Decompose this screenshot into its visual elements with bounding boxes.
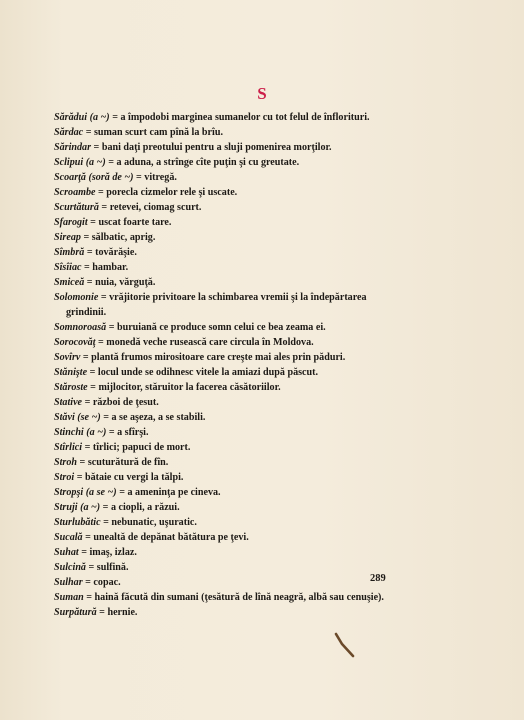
entry-definition: = bătaie cu vergi la tălpi. [74,472,184,483]
glossary-entry [54,110,390,125]
entry-term: Stative [54,397,83,408]
entry-definition: = hernie. [96,607,138,618]
entry-definition: = a ameninţa pe cineva. [116,487,221,498]
glossary-entry [54,455,390,470]
entry-term: Scoarţă (soră de ~) [54,172,134,183]
entry-definition: = sulfină. [85,562,129,573]
glossary-entry [54,245,390,260]
entry-definition: = război de ţesut. [82,397,159,408]
glossary-entry [54,530,390,545]
entry-definition: = porecla cizmelor rele şi uscate. [95,187,238,198]
entry-term: Stăniştе [54,367,88,378]
glossary-entry [54,200,390,215]
entry-term: Struji (a ~) [54,502,101,513]
entry-definition: = plantă frumos mirositoare care creşte mai ales prin păduri. [80,352,346,363]
entry-definition: = suman scurt cam pînă la brîu. [83,127,223,138]
entry-term: Stroh [54,457,78,468]
glossary-entry [54,410,390,425]
entry-definition: = a sfîrşi. [106,427,149,438]
entry-term: Stăvi (se ~) [54,412,101,423]
glossary-entry [54,515,390,530]
entry-term: Scurtătură [54,202,99,213]
entry-term: Solomonie [54,292,99,303]
pencil-mark [334,632,356,658]
glossary-entry [54,185,390,200]
entry-definition: = haină făcută din sumani (ţesătură de lînă neagră, albă sau cenuşie). [83,592,384,603]
entry-term: Sulhar [54,577,83,588]
glossary-entry [54,380,390,395]
entry-term: Surpătură [54,607,97,618]
glossary-entry [54,140,390,155]
glossary-entry [54,575,390,590]
entry-definition: = a se aşeza, a se stabili. [100,412,206,423]
glossary-entry [54,440,390,455]
entry-definition: = imaş, izlaz. [78,547,137,558]
entry-definition: = retevei, ciomag scurt. [98,202,202,213]
entry-definition: = a ciopli, a răzui. [100,502,180,513]
glossary-list [54,110,390,620]
entry-definition: = bani daţi preotului pentru a sluji pomenirea morţilor. [91,142,332,153]
entry-definition: = mijlocitor, stăruitor la facerea căsătoriilor. [87,382,281,393]
entry-term: Sireap [54,232,81,243]
entry-term: Sulcină [54,562,86,573]
page-number: 289 [370,573,386,584]
glossary-entry [54,275,390,290]
entry-term: Suman [54,592,84,603]
entry-term: Sorocovăţ [54,337,96,348]
entry-term: Stăroste [54,382,88,393]
entry-term: Sfarogit [54,217,88,228]
entry-definition: = copac. [82,577,121,588]
entry-definition: = a aduna, a strînge cîte puţin şi cu greutate. [105,157,300,168]
entry-definition: = hambar. [81,262,129,273]
entry-term: Sucală [54,532,83,543]
entry-definition: = locul unde se odihnesc vitele la amiazi după păscut. [87,367,319,378]
glossary-entry [54,470,390,485]
entry-term: Sclipui (a ~) [54,157,106,168]
entry-term: Stropşi (a se ~) [54,487,117,498]
entry-definition: = vitregă. [133,172,177,183]
glossary-entry [54,215,390,230]
entry-term: Sovîrv [54,352,81,363]
entry-term: Stîrlici [54,442,83,453]
entry-definition: = tîrlici; papuci de mort. [82,442,191,453]
entry-definition: = monedă veche rusească care circula în Moldova. [95,337,314,348]
glossary-entry [54,485,390,500]
entry-term: Scroambe [54,187,96,198]
glossary-entry [54,365,390,380]
entry-term: Sărindar [54,142,92,153]
entry-term: Sîsîiac [54,262,82,273]
glossary-entry [54,170,390,185]
entry-definition: = nebunatic, uşuratic. [100,517,197,528]
entry-definition: = vrăjitorie privitoare la schimbarea vremii şi la îndepărtarea grindinii. [66,292,367,318]
entry-definition: = uscat foarte tare. [87,217,172,228]
entry-term: Sărădui (a ~) [54,112,110,123]
entry-definition: = nuia, vărguţă. [84,277,156,288]
entry-term: Stroi [54,472,75,483]
glossary-entry [54,335,390,350]
entry-definition: = sălbatic, aprig. [80,232,156,243]
glossary-entry [54,425,390,440]
section-letter: S [257,84,267,103]
entry-term: Suhat [54,547,79,558]
entry-term: Somnoroasă [54,322,107,333]
glossary-entry [54,125,390,140]
glossary-entry [54,500,390,515]
glossary-entry [54,350,390,365]
glossary-entry [54,155,390,170]
glossary-entry [54,320,390,335]
entry-definition: = a împodobi marginea sumanelor cu tot felul de înflorituri. [109,112,370,123]
glossary-entry [54,590,390,605]
glossary-entry [54,560,390,575]
entry-definition: = scuturătură de fîn. [77,457,169,468]
entry-definition: = tovărăşie. [84,247,137,258]
entry-term: Sărdac [54,127,84,138]
glossary-entry [54,605,390,620]
entry-definition: = buruiană ce produce somn celui ce bea zeama ei. [106,322,326,333]
glossary-entry [54,230,390,245]
entry-term: Sîmbră [54,247,85,258]
glossary-entry [54,545,390,560]
glossary-entry [54,260,390,275]
entry-term: Sturlubătic [54,517,101,528]
glossary-entry [54,290,390,320]
glossary-entry [54,395,390,410]
entry-definition: = unealtă de depănat bătătura pe ţevi. [82,532,249,543]
entry-term: Stinchi (a ~) [54,427,107,438]
entry-term: Smiceă [54,277,85,288]
